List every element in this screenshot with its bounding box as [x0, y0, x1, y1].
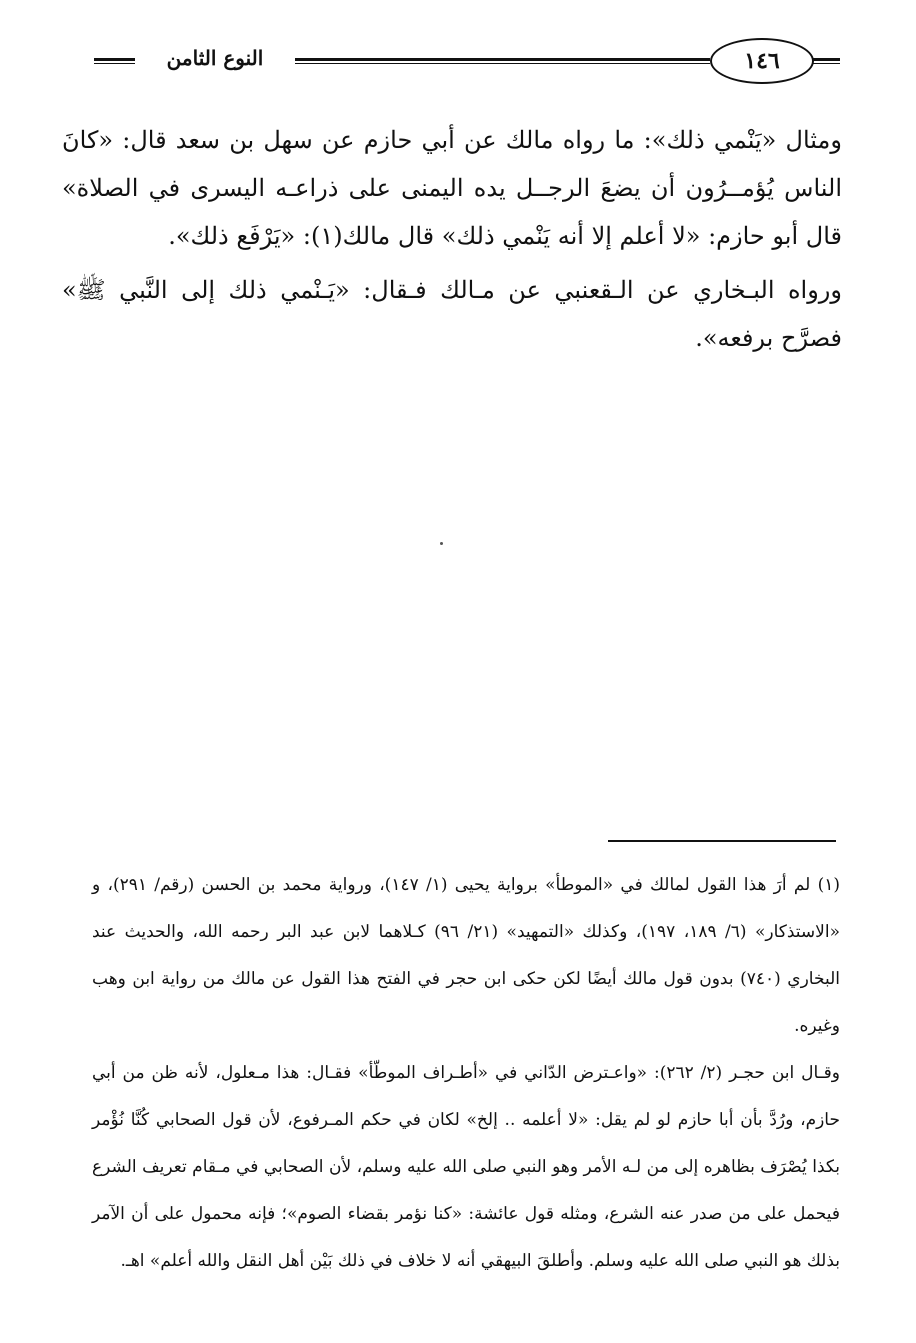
footnotes	[92, 862, 840, 1285]
chapter-title: النوع الثامن	[135, 46, 295, 70]
page-number: ١٤٦	[710, 38, 814, 84]
header-rule-middle	[292, 58, 710, 64]
page-header	[60, 36, 840, 88]
body-paragraph: ومثال «يَنْمي ذلك»: ما رواه مالك عن أبي حازم عن سهل بن سعد قال: «كانَ الناس يُؤمــرُون أن يضعَ الرجــل يده اليمنى على ذراعـه اليسرى في الصلاة» قال أبو حازم: «لا أعلم إلا أنه يَنْمي ذلك» قال مالك(١): «يَرْفَع ذلك».	[62, 126, 842, 250]
main-text	[62, 116, 842, 368]
scan-speck	[440, 542, 443, 545]
footnote-paragraph: (١) لم أرَ هذا القول لمالك في «الموطأ» برواية يحيى (١/ ١٤٧)، ورواية محمد بن الحسن (رقم/ ٢٩١)، و «الاستذكار» (٦/ ١٨٩، ١٩٧)، وكذلك «التمهيد» (٢١/ ٩٦) كـلاهما لابن عبد البر رحمه الله، والحديث عند البخاري (٧٤٠) بدون قول مالك أيضًا لكن حكى ابن حجر في الفتح هذا القول عن مالك من رواية ابن وهب وغيره.	[92, 875, 840, 1036]
footnote-separator	[608, 840, 836, 842]
header-rule-right	[810, 58, 840, 64]
footnote-paragraph: وقـال ابن حجـر (٢/ ٢٦٢): «واعـترض الدّاني في «أطـراف الموطّأ» فقـال: هذا مـعلول، لأنه ظن من أبي حازم، ورُدَّ بأن أبا حازم لو لم يقل: «لا أعلمه .. إلخ» لكان في حكم المـرفوع، لأن قول الصحابي كُنَّا نُؤْمر بكذا يُصْرَف بظاهره إلى من لـه الأمر وهو النبي صلى الله عليه وسلم، لأن الصحابي في مـقام تعريف الشرع فيحمل على من صدر عنه الشرع، ومثله قول عائشة: «كنا نؤمر بقضاء الصوم»؛ فإنه محمول على أن الآمر بذلك هو النبي صلى الله عليه وسلم. وأطلقَ البيهقي أنه لا خلاف في ذلك بَيْن أهل النقل والله أعلم» اهـ.	[92, 1063, 840, 1271]
body-paragraph: ورواه البـخاري عن الـقعنبي عن مـالك فـقال: «يَـنْمي ذلك إلى النَّبي ﷺ» فصرَّح برفعه».	[62, 276, 842, 352]
